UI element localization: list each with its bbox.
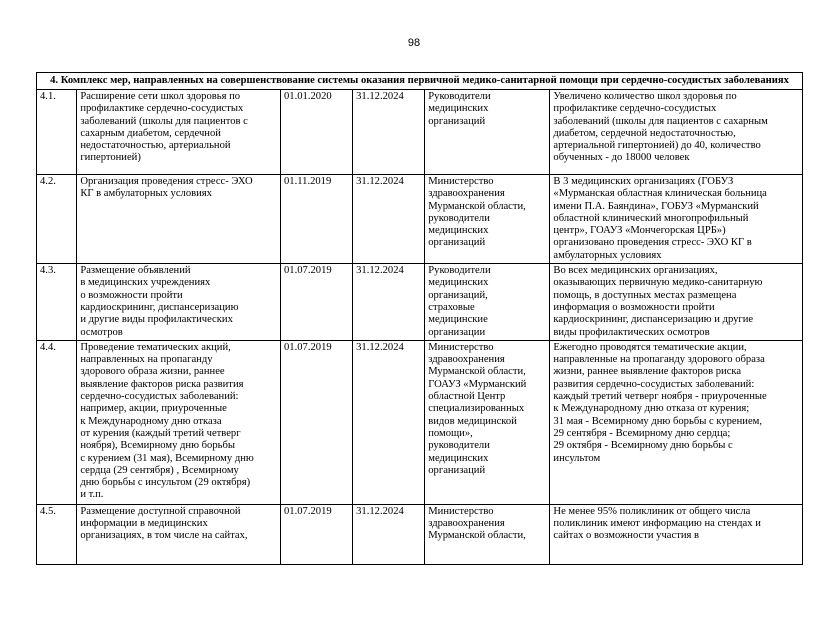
text-line: медицинских — [428, 452, 489, 464]
text-line: помощи», — [428, 427, 473, 439]
text-line: Руководители — [428, 91, 491, 102]
text-line: Руководители — [428, 265, 491, 277]
text-line: медицинских — [428, 277, 489, 289]
measure-cell — [77, 90, 281, 175]
text-line: от курения (каждый третий четверг — [80, 427, 241, 439]
result-cell — [550, 175, 803, 264]
text-line: руководители — [428, 212, 490, 224]
text-line: организациях, в том числе на сайтах, — [80, 530, 248, 542]
table-row — [37, 90, 803, 175]
text-line: и другие виды профилактических — [80, 314, 233, 326]
text-line: обученных - до 18000 человек — [553, 152, 690, 164]
item-number-cell: 4.4. — [37, 340, 77, 504]
text-line: центр», ГОАУЗ «Мончегорская ЦРБ») — [553, 225, 726, 237]
text-line: Проведение тематических акций, — [80, 341, 231, 353]
end-date-cell: 31.12.2024 — [353, 504, 425, 564]
text-line: «Мурманская областная клиническая больница — [553, 188, 767, 200]
text-line: Мурманской области, — [428, 366, 526, 378]
text-line: о возможности пройти — [80, 289, 183, 301]
text-line: 29 октября - Всемирному дню борьбы с — [553, 440, 733, 452]
text-line: и т.п. — [80, 489, 104, 501]
text-line: организации — [428, 326, 486, 338]
text-line: Министерство — [428, 505, 494, 517]
text-line: 29 сентября - Всемирному дню сердца; — [553, 427, 731, 439]
text-line: Организация проведения стресс- ЭХО — [80, 176, 253, 187]
text-line: КГ в амбулаторных условиях — [80, 188, 212, 200]
table-row — [37, 504, 803, 564]
text-line: оказывающих первичную медико-санитарную — [553, 277, 763, 289]
text-line: развития сердечно-сосудистых заболеваний: — [553, 378, 755, 390]
text-line: помощь, в доступных местах размещена — [553, 289, 737, 301]
text-line: выявление факторов риска развития — [80, 378, 244, 390]
text-line: медицинские — [428, 314, 488, 326]
text-line: сайтах о возможности участия в — [553, 530, 700, 542]
start-date-cell: 01.01.2020 — [281, 90, 353, 175]
text-line: дню борьбы с инсультом (29 октября) — [80, 477, 251, 489]
text-line: Размещение доступной справочной — [80, 505, 241, 517]
end-date-cell: 31.12.2024 — [353, 175, 425, 264]
text-line: амбулаторных условиях — [553, 249, 662, 261]
measure-cell — [77, 175, 281, 264]
text-line: поликлиник имеют информацию на стендах и — [553, 518, 761, 530]
start-date-cell: 01.07.2019 — [281, 504, 353, 564]
text-line: каждый третий четверг ноября - приуроченные — [553, 391, 767, 403]
responsible-cell — [425, 175, 550, 264]
text-line: к Международному дню отказа от курения; — [553, 403, 750, 415]
text-line: заболеваний (школы для пациентов с — [80, 115, 248, 127]
text-line: областной клинический многопрофильный — [553, 212, 749, 224]
text-line: недостаточностью, артериальной — [80, 140, 231, 152]
table-row — [37, 175, 803, 264]
text-line: ноября), Всемирному дню борьбы — [80, 440, 235, 452]
text-line: диабетом, сердечной недостаточностью, — [553, 127, 736, 139]
text-line: видов медицинской — [428, 415, 517, 427]
start-date-cell: 01.11.2019 — [281, 175, 353, 264]
end-date-cell: 31.12.2024 — [353, 340, 425, 504]
start-date-cell: 01.07.2019 — [281, 264, 353, 341]
text-line: сердца (29 сентября) , Всемирному — [80, 464, 239, 476]
end-date-cell: 31.12.2024 — [353, 264, 425, 341]
text-line: сердечно-сосудистых заболеваний: — [80, 391, 239, 403]
text-line: в медицинских учреждениях — [80, 277, 211, 289]
text-line: Размещение объявлений — [80, 265, 191, 277]
result-cell — [550, 340, 803, 504]
item-number-cell: 4.1. — [37, 90, 77, 175]
text-line: Расширение сети школ здоровья по — [80, 91, 241, 102]
text-line: с курением (31 мая), Всемирному дню — [80, 452, 254, 464]
text-line: виды профилактических осмотров — [553, 326, 710, 338]
text-line: направленные на пропаганду здорового образа — [553, 354, 765, 366]
item-number-cell: 4.5. — [37, 504, 77, 564]
text-line: организаций — [428, 464, 486, 476]
text-line: Мурманской области, — [428, 530, 526, 542]
text-line: страховые — [428, 301, 475, 313]
text-line: профилактике сердечно-сосудистых — [80, 103, 244, 115]
text-line: кардиоскрининг, диспансеризацию и другие — [553, 314, 754, 326]
measures-table — [36, 72, 803, 565]
text-line: здравоохранения — [428, 518, 505, 530]
section-heading-row — [37, 73, 803, 90]
text-line: направленных на пропаганду — [80, 354, 213, 366]
text-line: организаций, — [428, 289, 488, 301]
text-line: жизни, раннее выявление факторов риска — [553, 366, 742, 378]
text-line: артериальной гипертонией) до 40, количество — [553, 140, 761, 152]
text-line: организаций — [428, 237, 486, 249]
text-line: Во всех медицинских организациях, — [553, 265, 718, 277]
responsible-cell — [425, 264, 550, 341]
item-number-cell: 4.3. — [37, 264, 77, 341]
text-line: заболеваний (школы для пациентов с сахарным — [553, 115, 768, 127]
item-number-cell: 4.2. — [37, 175, 77, 264]
text-line: например, акции, приуроченные — [80, 403, 227, 415]
text-line: здравоохранения — [428, 188, 505, 200]
text-line: Увеличено количество школ здоровья по — [553, 91, 737, 102]
table-row — [37, 264, 803, 341]
text-line: информация о возможности пройти — [553, 301, 715, 313]
result-cell — [550, 264, 803, 341]
section-heading: 4. Комплекс мер, направленных на совершенствование системы оказания первичной медико-санитарной помощи при сердечно-сосудистых заболеваниях — [37, 73, 803, 90]
text-line: Министерство — [428, 341, 494, 353]
text-line: к Международному дню отказа — [80, 415, 222, 427]
text-line: Мурманской области, — [428, 200, 526, 212]
text-line: организаций — [428, 115, 486, 127]
start-date-cell: 01.07.2019 — [281, 340, 353, 504]
responsible-cell — [425, 340, 550, 504]
text-line: организовано проведения стресс- ЭХО КГ в — [553, 237, 752, 249]
text-line: информации в медицинских — [80, 518, 208, 530]
measure-cell — [77, 504, 281, 564]
text-line: специализированных — [428, 403, 525, 415]
text-line: медицинских — [428, 225, 489, 237]
text-line: медицинских — [428, 103, 489, 115]
text-line: ГОАУЗ «Мурманский — [428, 378, 527, 390]
text-line: В 3 медицинских организациях (ГОБУЗ — [553, 176, 734, 187]
responsible-cell — [425, 504, 550, 564]
text-line: кардиоскрининг, диспансеризацию — [80, 301, 239, 313]
text-line: осмотров — [80, 326, 123, 338]
measure-cell — [77, 264, 281, 341]
text-line: Ежегодно проводятся тематические акции, — [553, 341, 747, 353]
table-row — [37, 340, 803, 504]
text-line: Министерство — [428, 176, 494, 187]
page-number: 98 — [407, 37, 421, 49]
responsible-cell — [425, 90, 550, 175]
text-line: имени П.А. Баяндина», ГОБУЗ «Мурманский — [553, 200, 759, 212]
text-line: здравоохранения — [428, 354, 505, 366]
text-line: областной Центр — [428, 391, 506, 403]
text-line: гипертонией) — [80, 152, 141, 164]
result-cell — [550, 90, 803, 175]
text-line: инсультом — [553, 452, 601, 464]
text-line: 31 мая - Всемирному дню борьбы с курением, — [553, 415, 763, 427]
end-date-cell: 31.12.2024 — [353, 90, 425, 175]
text-line: сахарным диабетом, сердечной — [80, 127, 221, 139]
result-cell — [550, 504, 803, 564]
text-line: Не менее 95% поликлиник от общего числа — [553, 505, 751, 517]
text-line: здорового образа жизни, раннее — [80, 366, 225, 378]
measure-cell — [77, 340, 281, 504]
text-line: руководители — [428, 440, 490, 452]
text-line: профилактике сердечно-сосудистых — [553, 103, 717, 115]
